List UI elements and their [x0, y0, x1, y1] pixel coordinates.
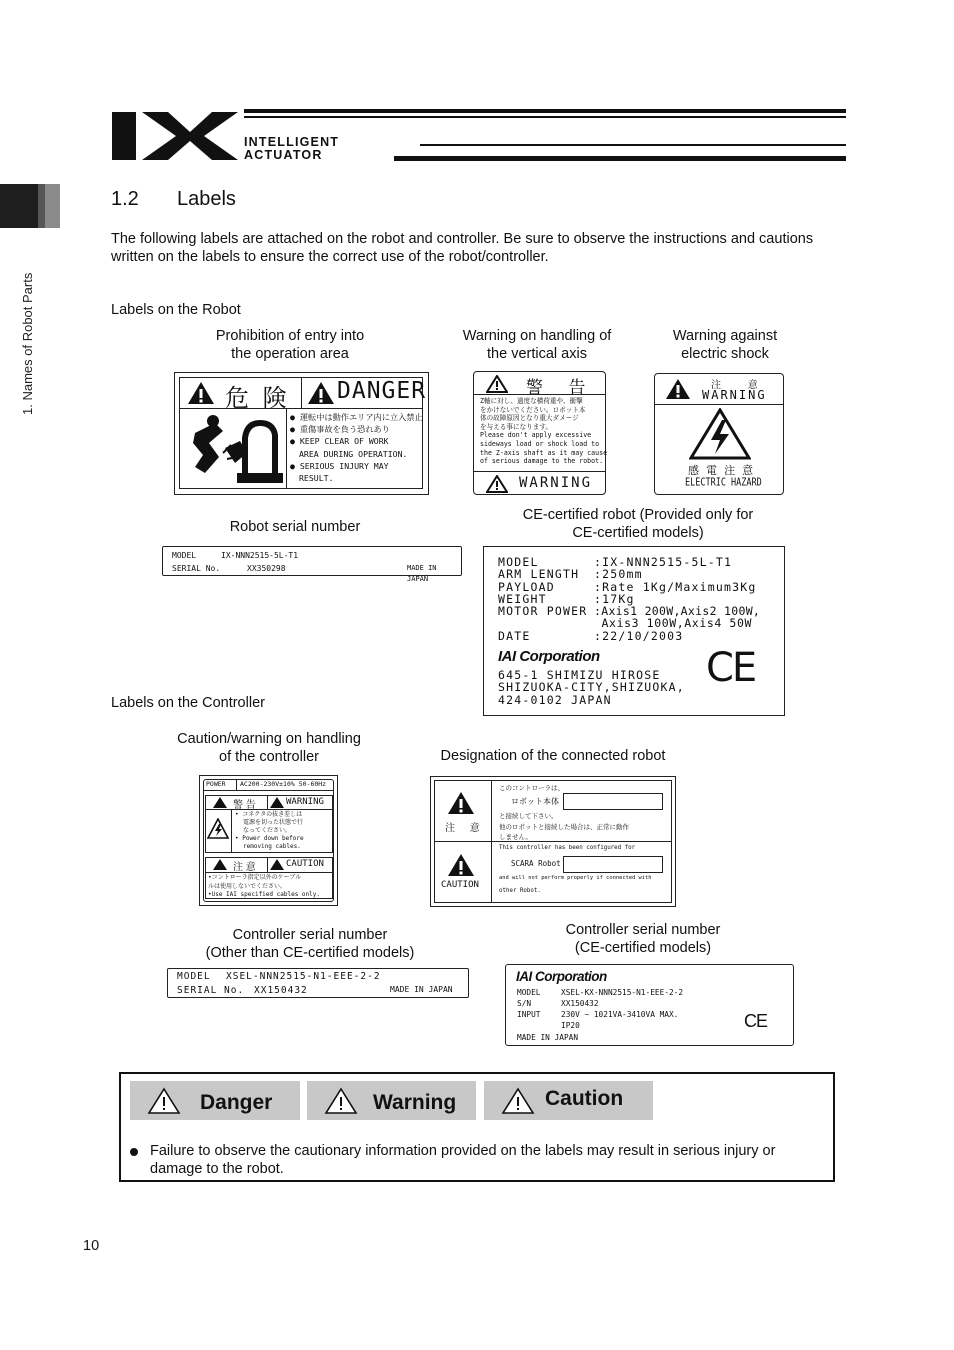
- electric-hazard-icon: [207, 818, 229, 840]
- ce-robot-label: [483, 546, 785, 716]
- electric-shock-label: [654, 373, 784, 495]
- robot-name-field: [563, 793, 663, 810]
- warning-triangle-icon: [213, 797, 227, 808]
- danger-badge: Danger: [130, 1081, 300, 1120]
- notice-text: Failure to observe the cautionary information provided on the labels may result in serious injury or damage to the robot.: [150, 1143, 776, 1177]
- notice-box: [119, 1072, 835, 1182]
- warning-triangle-icon: [270, 797, 284, 808]
- caption-electric-shock: Warning against electric shock: [672, 328, 778, 362]
- warning-triangle-icon: [486, 475, 508, 493]
- warning-triangle-icon: [665, 378, 691, 400]
- warning-triangle-icon: [187, 381, 215, 405]
- warning-triangle-icon: [324, 1087, 358, 1115]
- danger-label: [174, 372, 429, 495]
- caption-ce-robot: CE-certified robot (Provided only for CE-certified models): [522, 507, 754, 541]
- warning-triangle-icon: [447, 853, 475, 877]
- robot-collision-icon: [185, 413, 285, 487]
- controller-serial-label: MODEL XSEL-NNN2515-N1-EEE-2-2 SERIAL No. XX150432 MADE IN JAPAN: [167, 968, 469, 998]
- caption-vertical-axis: Warning on handling of the vertical axis: [462, 328, 612, 362]
- warning-triangle-icon: [501, 1087, 535, 1115]
- shock-jp: 感 電 注 意: [688, 465, 756, 477]
- ce-mark-icon: CE: [744, 1011, 768, 1031]
- warning-triangle-icon: [307, 381, 335, 405]
- electric-hazard-icon: [689, 408, 751, 460]
- caption-prohibition: Prohibition of entry into the operation area: [215, 328, 365, 362]
- warning-triangle-icon: [447, 791, 475, 815]
- section-title: Labels: [177, 188, 236, 210]
- ix-logo-icon: [112, 110, 242, 162]
- side-tab-block: [45, 184, 60, 228]
- caption-controller-serial-ce: Controller serial number (CE-certified models): [565, 922, 721, 956]
- controller-labels-heading: Labels on the Controller: [111, 695, 265, 711]
- intro-paragraph: The following labels are attached on the robot and controller. Be sure to observe the instructions and cautions written on the labels to ensure the correct use of the robot/controller.: [111, 231, 814, 265]
- side-tab-block: [38, 184, 45, 228]
- shock-kanji: 注 意: [711, 380, 770, 391]
- robot-labels-heading: Labels on the Robot: [111, 302, 241, 318]
- ce-robot-address: 645-1 SHIMIZU HIROSE SHIZUOKA-CITY,SHIZUOKA, 424-0102 JAPAN: [498, 668, 685, 707]
- warning-triangle-icon: [270, 859, 284, 870]
- danger-kanji: 危 険: [225, 384, 290, 412]
- warning-triangle-icon: [147, 1087, 181, 1115]
- caution-badge: Caution: [484, 1081, 653, 1120]
- designation-label: 注 意 このコントローラは、 ロボット本体 と接続して下さい。 他のロボットと接続した場合は、正常に動作 しません。 CAUTION This controller has been configured for SCARA Robot and will not perform properly if connected with other Robot.: [430, 776, 676, 907]
- caption-controller-serial: Controller serial number (Other than CE-certified models): [205, 927, 415, 961]
- vertical-axis-label: [473, 371, 606, 495]
- page-number: 10: [83, 1238, 100, 1254]
- controller-caution-label: POWER AC200-230V±10% 50-60Hz 警 告 WARNING • コネクタの抜き差しは 電源を切った状態で行 なってください。 • Power down before removing cables. 注 意 CAUTION •コントローラ指定以外のケーブル ルは使用しないでください。 •Use IAI specified cables only.: [199, 775, 338, 906]
- side-tab-block: [0, 184, 38, 228]
- iai-corp-logo: IAI Corporation: [516, 969, 607, 984]
- robot-serial-label: MODEL IX-NNN2515-5L-T1 SERIAL No. XX350298 MADE IN JAPAN: [162, 546, 462, 576]
- shock-en: ELECTRIC HAZARD: [685, 477, 762, 489]
- warning-badge: Warning: [307, 1081, 476, 1120]
- warning-triangle-icon: [213, 859, 227, 870]
- caption-controller-caution: Caution/warning on handling of the controller: [177, 731, 361, 765]
- ce-mark-icon: CE: [706, 645, 756, 691]
- iai-corp-logo: IAI Corporation: [498, 648, 600, 665]
- controller-serial-ce-label: IAI Corporation MODEL XSEL-KX-NNN2515-N1-EEE-2-2 S/N XX150432 INPUT 230V ~ 1021VA-3410VA MAX. IP20 MADE IN JAPAN CE: [505, 964, 794, 1046]
- robot-type-field: [563, 856, 663, 873]
- vertical-word: WARNING: [519, 475, 593, 491]
- danger-text: ● 運転中は動作エリア内に立入禁止 ● 重傷事故を負う恐れあり ● KEEP CLEAR OF WORK AREA DURING OPERATION. ● SERIOUS INJURY MAY RESULT.: [290, 412, 423, 484]
- side-tab-text: 1. Names of Robot Parts: [20, 272, 35, 415]
- brand-line1: INTELLIGENT: [244, 135, 340, 149]
- vertical-kanji: 警 告: [526, 378, 596, 398]
- warning-triangle-icon: [486, 375, 508, 393]
- danger-word: DANGER: [337, 378, 427, 404]
- shock-word: WARNING: [702, 388, 767, 402]
- caption-designation: Designation of the connected robot: [440, 748, 666, 764]
- section-number: 1.2: [111, 188, 139, 210]
- brand-line2: ACTUATOR: [244, 148, 323, 162]
- caption-robot-serial: Robot serial number: [229, 519, 361, 535]
- bullet-icon: [130, 1148, 138, 1156]
- ce-robot-spec-table: MODEL :IX-NNN2515-5L-T1 ARM LENGTH :250mm PAYLOAD :Rate 1Kg/Maximum3Kg WEIGHT :17Kg MOTOR POWER :Axis1 200W,Axis2 100W, Axis3 100W,Axis4 50W DATE :22/10/2003: [498, 555, 761, 643]
- vertical-text: Z軸に対し、過度な横荷重や、衝撃 をかけないでください。ロボット本 体の故障原因となり重大ダメージ を与える事になります。 Please don't apply excessive sideways load or shock load to the Z-axis shaft as it may cause of serious damage to the robot.: [480, 397, 608, 466]
